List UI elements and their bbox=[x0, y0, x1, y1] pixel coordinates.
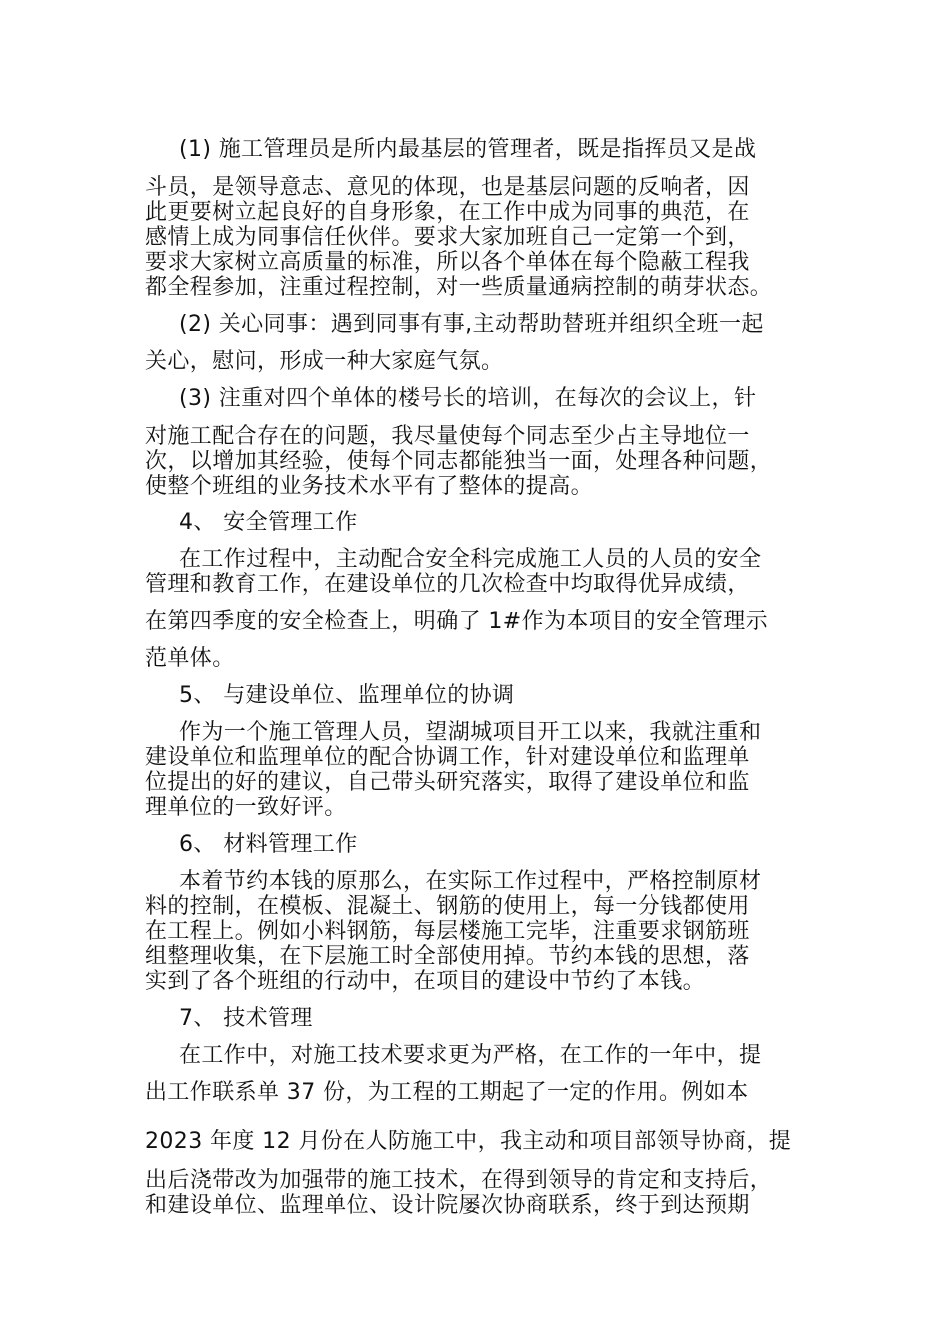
text-line: 2023 年度 12 月份在人防施工中，我主动和项目部领导协商，提 bbox=[145, 1129, 792, 1154]
text-line: 作为一个施工管理人员，望湖城项目开工以来，我就注重和 bbox=[179, 720, 762, 745]
section-heading: 5、 与建设单位、监理单位的协调 bbox=[179, 683, 515, 708]
text-line: 理单位的一致好评。 bbox=[145, 795, 347, 820]
text-line: 范单体。 bbox=[145, 646, 235, 671]
text-line: 次，以增加其经验，使每个同志都能独当一面，处理各种问题， bbox=[145, 449, 773, 474]
text-line: 在工作过程中，主动配合安全科完成施工人员的人员的安全 bbox=[179, 547, 762, 572]
text-line: 关心，慰问，形成一种大家庭气氛。 bbox=[145, 349, 504, 374]
text-line: (1) 施工管理员是所内最基层的管理者，既是指挥员又是战 bbox=[179, 137, 757, 162]
section-heading: 7、 技术管理 bbox=[179, 1006, 313, 1031]
text-line: 要求大家树立高质量的标准，所以各个单体在每个隐蔽工程我 bbox=[145, 250, 750, 275]
text-line: 感情上成为同事信任伙伴。要求大家加班自己一定第一个到， bbox=[145, 225, 750, 250]
text-line: 出工作联系单 37 份，为工程的工期起了一定的作用。例如本 bbox=[145, 1080, 749, 1105]
text-line: 斗员，是领导意志、意见的体现，也是基层问题的反响者，因 bbox=[145, 175, 750, 200]
text-line: 组整理收集，在下层施工时全部使用掉。节约本钱的思想，落 bbox=[145, 944, 750, 969]
section-heading: 6、 材料管理工作 bbox=[179, 832, 358, 857]
text-line: 建设单位和监理单位的配合协调工作，针对建设单位和监理单 bbox=[145, 745, 750, 770]
text-line: 和建设单位、监理单位、设计院屡次协商联系，终于到达预期 bbox=[145, 1193, 750, 1218]
text-line: 在工作中，对施工技术要求更为严格，在工作的一年中，提 bbox=[179, 1043, 762, 1068]
section-heading: 4、 安全管理工作 bbox=[179, 510, 358, 535]
text-line: 实到了各个班组的行动中，在项目的建设中节约了本钱。 bbox=[145, 969, 706, 994]
text-line: 在第四季度的安全检查上，明确了 1#作为本项目的安全管理示 bbox=[145, 609, 769, 634]
text-line: 位提出的好的建议，自己带头研究落实，取得了建设单位和监 bbox=[145, 770, 750, 795]
text-line: 料的控制，在模板、混凝土、钢筋的使用上，每一分钱都使用 bbox=[145, 894, 750, 919]
text-line: 都全程参加，注重过程控制，对一些质量通病控制的萌芽状态。 bbox=[145, 275, 773, 300]
text-line: 管理和教育工作，在建设单位的几次检查中均取得优异成绩， bbox=[145, 572, 750, 597]
text-line: 本着节约本钱的原那么，在实际工作过程中，严格控制原材 bbox=[179, 869, 762, 894]
text-line: 出后浇带改为加强带的施工技术，在得到领导的肯定和支持后， bbox=[145, 1168, 773, 1193]
text-line: 使整个班组的业务技术水平有了整体的提高。 bbox=[145, 474, 594, 499]
text-line: 在工程上。例如小料钢筋，每层楼施工完毕，注重要求钢筋班 bbox=[145, 919, 750, 944]
text-line: (2) 关心同事：遇到同事有事,主动帮助替班并组织全班一起 bbox=[179, 312, 764, 337]
text-line: 此更要树立起良好的自身形象，在工作中成为同事的典范，在 bbox=[145, 200, 750, 225]
text-line: (3) 注重对四个单体的楼号长的培训，在每次的会议上，针 bbox=[179, 386, 757, 411]
text-line: 对施工配合存在的问题，我尽量使每个同志至少占主导地位一 bbox=[145, 424, 750, 449]
